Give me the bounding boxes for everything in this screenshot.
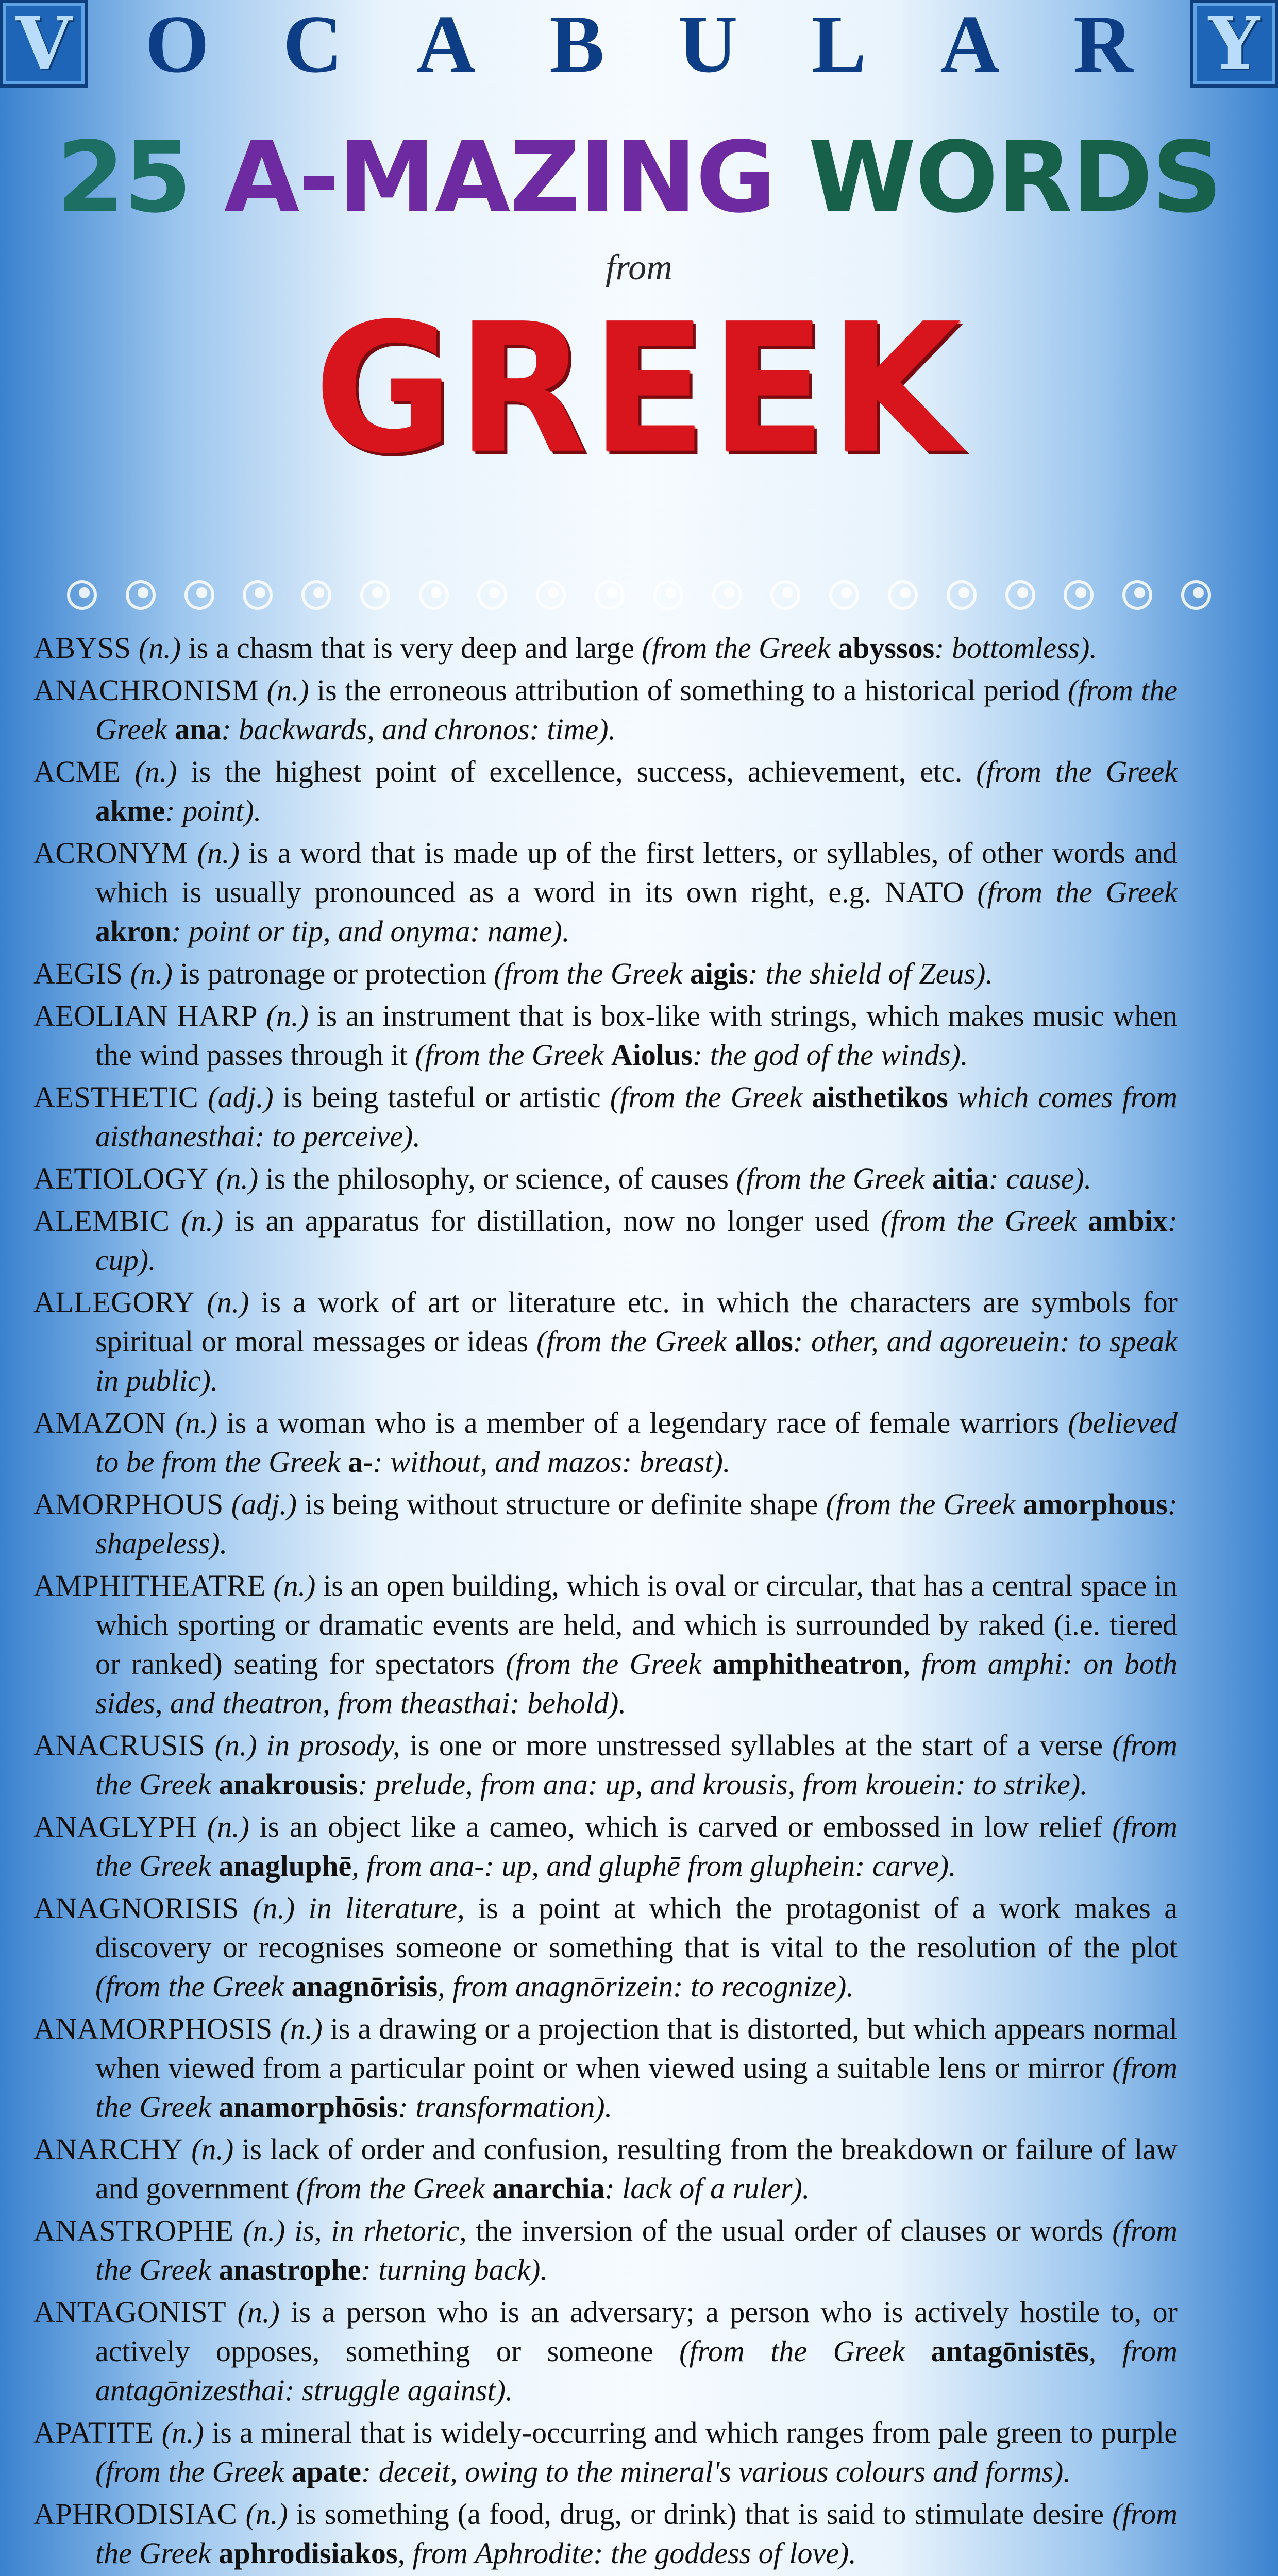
entry-definition: is the highest point of excellence, success, achievement, etc. xyxy=(177,755,977,788)
entry-source-rest: : lack of a ruler). xyxy=(604,2172,810,2205)
entry-term: ALEMBIC xyxy=(33,1204,170,1238)
entry-source-prefix: (from the Greek xyxy=(826,1487,1023,1521)
entry-definition: the inversion of the usual order of clauses or words xyxy=(466,2214,1113,2247)
entry-term: AEOLIAN HARP xyxy=(33,999,258,1032)
wave-icon xyxy=(536,580,566,610)
wave-icon xyxy=(1005,580,1035,610)
entry-term: AESTHETIC xyxy=(33,1080,199,1114)
entry-part-of-speech: (n.) xyxy=(175,1406,218,1439)
entry-term: ANARCHY xyxy=(33,2132,183,2166)
banner-letter: O xyxy=(145,0,209,90)
entry-term: ANAGLYPH xyxy=(33,1810,197,1843)
vocab-entry xyxy=(33,2009,1178,2127)
corner-letter: V xyxy=(15,2,72,86)
entry-definition: is a mineral that is widely-occurring and which ranges from pale green to purple xyxy=(204,2416,1178,2449)
entry-definition: is a word that is made up of the first letters, or syllables, of other words and which is usually pronounced as a word in its own right, e.g. NATO xyxy=(95,836,1178,909)
entry-term: ABYSS xyxy=(33,631,131,665)
entry-part-of-speech: (n.) xyxy=(161,2416,204,2449)
entry-term: ANACHRONISM xyxy=(33,673,259,707)
entry-source-rest: : prelude, from ana: up, and krousis, from krouein: to strike). xyxy=(358,1768,1088,1801)
banner-letter: U xyxy=(678,0,738,90)
entry-term: ANASTROPHE xyxy=(33,2214,234,2247)
entry-term: AMORPHOUS xyxy=(33,1487,224,1521)
entry-term: APHRODISIAC xyxy=(33,2497,238,2531)
entry-source-rest: : deceit, owing to the mineral's various colours and forms). xyxy=(361,2455,1071,2488)
entry-source-prefix: (from the Greek xyxy=(95,1728,1178,1801)
wave-icon xyxy=(653,580,683,610)
entry-definition: is one or more unstressed syllables at the start of a verse xyxy=(400,1728,1113,1762)
entry-definition: is a drawing or a projection that is distorted, but which appears normal when viewed from a particular point or when viewed using a suitable lens or mirror xyxy=(95,2012,1178,2084)
vocab-entry xyxy=(33,1159,1178,1198)
entry-greek-word: aphrodisiakos xyxy=(218,2536,398,2570)
entry-source-prefix: (from the Greek xyxy=(642,631,838,665)
entry-source-rest: , from ana-: up, and gluphē from gluphein: carve). xyxy=(351,1849,956,1883)
entry-source-rest: : transformation). xyxy=(398,2090,613,2124)
wave-icon xyxy=(477,580,507,610)
entry-part-of-speech: (n.) xyxy=(266,999,309,1032)
entry-source-prefix: (from the Greek xyxy=(880,1204,1088,1238)
entry-greek-word: ana xyxy=(175,713,222,746)
vocab-entry xyxy=(33,834,1178,951)
vocab-entry xyxy=(33,954,1178,993)
entry-source-prefix: (from the Greek xyxy=(415,1038,611,1072)
vocab-entry xyxy=(33,2413,1178,2492)
entry-source-rest: : shapeless). xyxy=(95,1487,1178,1560)
vocab-entry xyxy=(33,1485,1178,1563)
wave-icon xyxy=(419,580,449,610)
entry-source-prefix: (from the Greek xyxy=(610,1080,812,1114)
entry-term: ANTAGONIST xyxy=(33,2295,227,2329)
wave-icon xyxy=(301,580,331,610)
entry-source-prefix: (from the Greek xyxy=(95,2051,1178,2124)
entry-part-of-speech: (n.) in prosody, xyxy=(214,1728,400,1762)
wave-icon xyxy=(770,580,800,610)
banner-word-vocabulary xyxy=(88,0,1190,90)
corner-tile-top-right xyxy=(1190,0,1278,88)
entry-source-rest: : the shield of Zeus). xyxy=(748,957,993,990)
wave-icon xyxy=(1181,580,1211,610)
entry-part-of-speech: (n.) xyxy=(207,1285,249,1319)
vocab-entry xyxy=(33,1889,1178,2006)
entry-part-of-speech: (n.) xyxy=(273,1569,316,1602)
wave-icon xyxy=(888,580,918,610)
entry-part-of-speech: (n.) xyxy=(266,673,309,707)
vocab-entry xyxy=(33,1201,1178,1280)
entry-term: AETIOLOGY xyxy=(33,1162,209,1195)
entry-term: ANAMORPHOSIS xyxy=(33,2012,273,2045)
entry-source-prefix: (believed to be from the Greek xyxy=(95,1406,1178,1479)
entry-source-prefix: (from the Greek xyxy=(977,875,1178,909)
vocab-entry xyxy=(33,2211,1178,2290)
vocab-entry xyxy=(33,1403,1178,1482)
wave-icon xyxy=(67,580,97,610)
entry-source-rest: : backwards, and chronos: time). xyxy=(221,713,616,746)
entry-source-prefix: (from the Greek xyxy=(95,2497,1178,2570)
subtitle-from: from xyxy=(606,248,672,287)
entry-source-rest: , from antagōnizesthai: struggle against). xyxy=(95,2334,1178,2407)
entry-source-prefix: (from the Greek xyxy=(95,2214,1178,2286)
entry-greek-word: anamorphōsis xyxy=(218,2090,398,2124)
entry-source-prefix: (from the Greek xyxy=(95,1810,1178,1883)
entry-definition: is an open building, which is oval or circular, that has a central space in which sporting or dramatic events are held, and which is surrounded by raked (i.e. tiered or ranked) seating for spectators xyxy=(95,1569,1178,1681)
wave-icon xyxy=(126,580,156,610)
entry-greek-word: Aiolus xyxy=(611,1038,693,1072)
vocab-entry xyxy=(33,2293,1178,2410)
vocab-entry xyxy=(33,1726,1178,1804)
entry-source-rest: : point or tip, and onyma: name). xyxy=(171,914,570,948)
entry-source-rest: : turning back). xyxy=(361,2253,548,2286)
banner-letter: A xyxy=(416,0,476,90)
title-amazing: A-MAZING xyxy=(224,121,775,234)
entry-definition: is an apparatus for distillation, now no longer used xyxy=(223,1204,881,1238)
vocab-entry xyxy=(33,671,1178,749)
entry-source-rest: : cup). xyxy=(95,1204,1178,1277)
entry-definition: is a point at which the protagonist of a work makes a discovery or recognises someone or something that is vital to the resolution of the plot xyxy=(95,1891,1178,1964)
entry-source-rest: which comes from aisthanesthai: to perceive). xyxy=(95,1080,1178,1153)
entry-term: ACME xyxy=(33,755,121,788)
corner-letter: Y xyxy=(1208,2,1260,86)
entry-part-of-speech: (n.) xyxy=(207,1810,249,1843)
entry-source-rest: : other, and agoreuein: to speak in public). xyxy=(95,1325,1178,1397)
entry-part-of-speech: (n.) xyxy=(237,2295,280,2329)
vocab-entry xyxy=(33,2130,1178,2208)
vocab-entry xyxy=(33,996,1178,1075)
entry-greek-word: ambix xyxy=(1088,1204,1168,1238)
entry-greek-word: anagnōrisis xyxy=(291,1970,438,2003)
entry-term: AEGIS xyxy=(33,957,123,990)
entry-term: AMPHITHEATRE xyxy=(33,1569,266,1602)
entry-source-rest: , from Aphrodite: the goddess of love). xyxy=(397,2536,856,2570)
vocab-entry xyxy=(33,2495,1178,2573)
entry-greek-word: akron xyxy=(95,914,172,948)
entry-source-rest: : without, and mazos: breast). xyxy=(373,1445,731,1479)
vocabulary-list xyxy=(33,629,1178,2576)
banner-letter: R xyxy=(1073,0,1133,90)
entry-greek-word: akme xyxy=(95,794,165,827)
entry-greek-word: anagluphē xyxy=(218,1849,352,1883)
entry-greek-word: aisthetikos xyxy=(812,1080,948,1114)
entry-greek-word: anastrophe xyxy=(218,2253,361,2286)
wave-icon xyxy=(1122,580,1152,610)
entry-part-of-speech: (n.) xyxy=(191,2132,234,2166)
entry-definition: is patronage or protection xyxy=(172,957,494,990)
entry-term: ALLEGORY xyxy=(33,1285,195,1319)
entry-source-prefix: (from the Greek xyxy=(95,673,1178,746)
wave-icon xyxy=(712,580,742,610)
entry-source-rest: , from amphi: on both sides, and theatron, from theasthai: behold). xyxy=(95,1647,1178,1720)
entry-part-of-speech: (n.) xyxy=(130,957,173,990)
subtitle-greek: GREEK xyxy=(314,285,964,493)
entry-source-rest: : cause). xyxy=(988,1162,1092,1195)
entry-source-prefix: (from the Greek xyxy=(95,2455,292,2488)
wave-icon xyxy=(1064,580,1094,610)
title-number: 25 xyxy=(56,121,191,234)
entry-definition: is being tasteful or artistic xyxy=(273,1080,610,1114)
entry-source-prefix: (from the Greek xyxy=(296,2172,493,2205)
entry-source-prefix: (from the Greek xyxy=(976,755,1178,788)
entry-part-of-speech: (n.) xyxy=(138,631,181,665)
wave-border-top xyxy=(67,577,1211,613)
entry-definition: is a person who is an adversary; a person who is actively hostile to, or actively opposes, something or someone xyxy=(95,2295,1178,2368)
entry-greek-word: antagōnistēs xyxy=(931,2334,1089,2368)
entry-term: AMAZON xyxy=(33,1406,166,1439)
entry-source-prefix: (from the Greek xyxy=(494,957,690,990)
entry-source-prefix: (from the Greek xyxy=(736,1162,933,1195)
entry-part-of-speech: (n.) xyxy=(216,1162,259,1195)
entry-part-of-speech: (n.) xyxy=(134,755,177,788)
entry-definition: is a chasm that is very deep and large xyxy=(181,631,642,665)
title-words: WORDS xyxy=(808,121,1222,234)
entry-term: APATITE xyxy=(33,2416,154,2449)
entry-definition: is an object like a cameo, which is carved or embossed in low relief xyxy=(249,1810,1113,1843)
entry-source-prefix: (from the Greek xyxy=(506,1647,713,1681)
entry-part-of-speech: (adj.) xyxy=(208,1080,274,1114)
wave-icon xyxy=(184,580,214,610)
vocab-entry xyxy=(33,629,1178,668)
entry-greek-word: amphitheatron xyxy=(712,1647,903,1681)
entry-part-of-speech: (adj.) xyxy=(231,1487,297,1521)
vocab-entry xyxy=(33,1566,1178,1723)
entry-definition: is an instrument that is box-like with strings, which makes music when the wind passes through it xyxy=(95,999,1178,1072)
banner-letter: B xyxy=(549,0,604,90)
banner-letter: L xyxy=(811,0,867,90)
entry-part-of-speech: (n.) xyxy=(245,2497,288,2531)
entry-term: ACRONYM xyxy=(33,836,188,870)
entry-part-of-speech: (n.) in literature, xyxy=(253,1891,465,1925)
entry-term: ANACRUSIS xyxy=(33,1728,206,1762)
vocab-entry xyxy=(33,1807,1178,1886)
entry-source-rest: : bottomless). xyxy=(934,631,1097,665)
entry-greek-word: apate xyxy=(291,2455,361,2488)
entry-greek-word: anarchia xyxy=(492,2172,605,2205)
banner-letter: A xyxy=(940,0,1000,90)
wave-icon xyxy=(360,580,390,610)
entry-source-rest: : point). xyxy=(165,794,262,827)
entry-source-rest: : the god of the winds). xyxy=(692,1038,968,1072)
entry-term: ANAGNORISIS xyxy=(33,1891,239,1925)
entry-definition: is something (a food, drug, or drink) that is said to stimulate desire xyxy=(288,2497,1113,2531)
entry-definition: is a woman who is a member of a legendary race of female warriors xyxy=(217,1406,1068,1439)
entry-part-of-speech: (n.) xyxy=(181,1204,224,1238)
entry-greek-word: abyssos xyxy=(838,631,935,665)
wave-icon xyxy=(243,580,273,610)
entry-definition: is being without structure or definite shape xyxy=(297,1487,826,1521)
wave-icon xyxy=(595,580,625,610)
entry-definition: is the erroneous attribution of something to a historical period xyxy=(309,673,1068,707)
entry-part-of-speech: (n.) xyxy=(280,2012,323,2045)
entry-greek-word: aitia xyxy=(932,1162,989,1195)
banner-letter: C xyxy=(283,0,343,90)
entry-greek-word: aigis xyxy=(690,957,748,990)
entry-greek-word: allos xyxy=(735,1325,793,1358)
entry-source-prefix: (from the Greek xyxy=(536,1325,735,1358)
vocab-entry xyxy=(33,1283,1178,1400)
entry-definition: is lack of order and confusion, resulting from the breakdown or failure of law and government xyxy=(95,2132,1178,2205)
entry-greek-word: a- xyxy=(348,1445,373,1479)
vocab-entry xyxy=(33,752,1178,831)
entry-greek-word: amorphous xyxy=(1023,1487,1168,1521)
entry-part-of-speech: (n.) xyxy=(197,836,240,870)
entry-definition: is the philosophy, or science, of causes xyxy=(258,1162,736,1195)
vocab-entry xyxy=(33,1078,1178,1156)
wave-icon xyxy=(947,580,977,610)
entry-definition: is a work of art or literature etc. in which the characters are symbols for spiritual or moral messages or ideas xyxy=(95,1285,1178,1358)
top-banner xyxy=(0,0,1278,88)
wave-icon xyxy=(829,580,859,610)
main-title xyxy=(0,121,1278,234)
corner-tile-top-left xyxy=(0,0,88,88)
entry-source-prefix: (from the Greek xyxy=(95,1970,292,2003)
entry-greek-word: anakrousis xyxy=(218,1768,358,1801)
title-block xyxy=(0,121,1278,493)
entry-source-prefix: (from the Greek xyxy=(679,2334,931,2368)
entry-source-rest: , from anagnōrizein: to recognize). xyxy=(438,1970,854,2003)
entry-part-of-speech: (n.) is, in rhetoric, xyxy=(243,2214,467,2247)
